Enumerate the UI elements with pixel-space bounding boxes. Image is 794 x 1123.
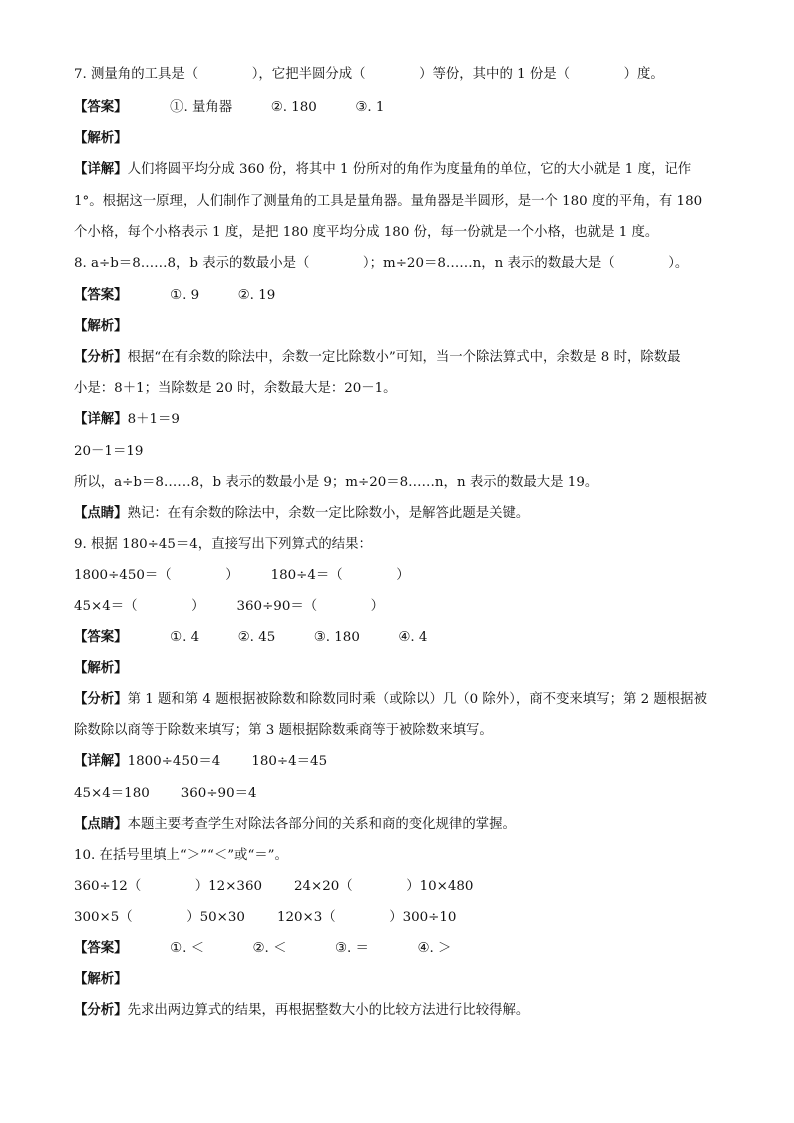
fenxi-text: 根据“在有余数的除法中，余数一定比除数小”可知，当一个除法算式中，余数是 8 时，除数最 — [127, 350, 681, 365]
dianjing-tag: 【点睛】 — [74, 506, 128, 521]
answer-item: ②. 19 — [237, 288, 276, 303]
detail-line: 20－1＝19 — [74, 444, 144, 459]
exercise-item: 120×3（ ）300÷10 — [276, 910, 457, 925]
dianjing-text: 本题主要考查学生对除法各部分间的关系和商的变化规律的掌握。 — [127, 817, 516, 832]
dianjing-tag: 【点睛】 — [74, 817, 128, 832]
exercise-item: 300×5（ ）50×30 — [74, 910, 245, 925]
detail-line: 45×4＝180 360÷90＝4 — [74, 786, 257, 801]
answer-row-9 — [74, 628, 734, 648]
answer-item: ②. 45 — [237, 630, 276, 645]
answer-item: ④. 4 — [398, 630, 428, 645]
analysis-heading — [74, 129, 734, 149]
detail-line: 1°。根据这一原理，人们制作了测量角的工具是量角器。量角器是半圆形，是一个 180 度的平角，有 180 — [74, 194, 703, 209]
fenxi-line — [74, 348, 734, 368]
analysis-tag: 【解析】 — [74, 661, 128, 676]
exercise-row — [74, 597, 734, 617]
exercise-item: 1800÷450＝（ ） — [74, 568, 239, 583]
question-10: 10. 在括号里填上“＞”“＜”或“＝”。 — [74, 848, 288, 863]
dianjing-line — [74, 504, 734, 524]
answer-item: ②. ＜ — [252, 941, 287, 956]
dianjing-line — [74, 815, 734, 835]
answer-row-10 — [74, 939, 734, 959]
analysis-heading — [74, 970, 734, 990]
answer-tag: 【答案】 — [74, 288, 128, 303]
question-8: 8. a÷b＝8……8，b 表示的数最小是（ ）；m÷20＝8……n，n 表示的数最大是（ ）。 — [74, 256, 689, 271]
analysis-tag: 【解析】 — [74, 319, 128, 334]
question-7: 7. 测量角的工具是（ ），它把半圆分成（ ）等份，其中的 1 份是（ ）度。 — [74, 67, 664, 82]
exercise-row — [74, 908, 734, 928]
detail-line — [74, 410, 734, 430]
detail-text: 1800÷450＝4 180÷4＝45 — [127, 754, 328, 769]
exercise-item: 180÷4＝（ ） — [270, 568, 410, 583]
fenxi-line: 除数除以商等于除数来填写；第 3 题根据除数乘商等于被除数来填写。 — [74, 723, 493, 738]
detail-line: 个小格，每个小格表示 1 度，是把 180 度平均分成 180 份，每一份就是一个小格，也就是 1 度。 — [74, 225, 659, 240]
detail-text: 人们将圆平均分成 360 份，将其中 1 份所对的角作为度量角的单位，它的大小就是 1 度，记作 — [127, 162, 692, 177]
analysis-heading — [74, 317, 734, 337]
fenxi-tag: 【分析】 — [74, 692, 128, 707]
fenxi-line: 小是：8＋1；当除数是 20 时，余数最大是：20－1。 — [74, 381, 397, 396]
dianjing-text: 熟记：在有余数的除法中，余数一定比除数小，是解答此题是关键。 — [127, 506, 530, 521]
exercise-item: 360÷12（ ）12×360 — [74, 879, 262, 894]
analysis-tag: 【解析】 — [74, 972, 128, 987]
detail-line — [74, 160, 734, 180]
detail-tag: 【详解】 — [74, 754, 128, 769]
exercise-row — [74, 566, 734, 586]
detail-text: 8＋1＝9 — [127, 412, 180, 427]
fenxi-line — [74, 1001, 734, 1021]
question-9: 9. 根据 180÷45＝4，直接写出下列算式的结果： — [74, 537, 372, 552]
answer-item: ①. ＜ — [170, 941, 205, 956]
answer-tag: 【答案】 — [74, 630, 128, 645]
detail-line — [74, 752, 734, 772]
answer-item: ①. 量角器 — [170, 100, 233, 115]
fenxi-text: 第 1 题和第 4 题根据被除数和除数同时乘（或除以）几（0 除外），商不变来填写；第 2 题根据被 — [127, 692, 707, 707]
detail-tag: 【详解】 — [74, 162, 128, 177]
exercise-row — [74, 877, 734, 897]
exercise-item: 24×20（ ）10×480 — [293, 879, 474, 894]
detail-tag: 【详解】 — [74, 412, 128, 427]
fenxi-line — [74, 690, 734, 710]
answer-tag: 【答案】 — [74, 941, 128, 956]
answer-row-7 — [74, 98, 734, 118]
answer-item: ①. 9 — [170, 288, 200, 303]
answer-row-8 — [74, 286, 734, 306]
answer-item: ③. ＝ — [335, 941, 369, 956]
answer-item: ①. 4 — [170, 630, 200, 645]
analysis-heading — [74, 659, 734, 679]
fenxi-tag: 【分析】 — [74, 1003, 128, 1018]
exercise-item: 45×4＝（ ） — [74, 599, 205, 614]
analysis-tag: 【解析】 — [74, 131, 128, 146]
answer-item: ②. 180 — [270, 100, 317, 115]
exercise-item: 360÷90＝（ ） — [236, 599, 385, 614]
answer-item: ④. ＞ — [417, 941, 452, 956]
answer-item: ③. 1 — [355, 100, 385, 115]
fenxi-text: 先求出两边算式的结果，再根据整数大小的比较方法进行比较得解。 — [127, 1003, 530, 1018]
detail-line: 所以，a÷b＝8……8，b 表示的数最小是 9；m÷20＝8……n，n 表示的数最大是 19。 — [74, 475, 599, 490]
answer-tag: 【答案】 — [74, 100, 128, 115]
fenxi-tag: 【分析】 — [74, 350, 128, 365]
answer-item: ③. 180 — [313, 630, 360, 645]
